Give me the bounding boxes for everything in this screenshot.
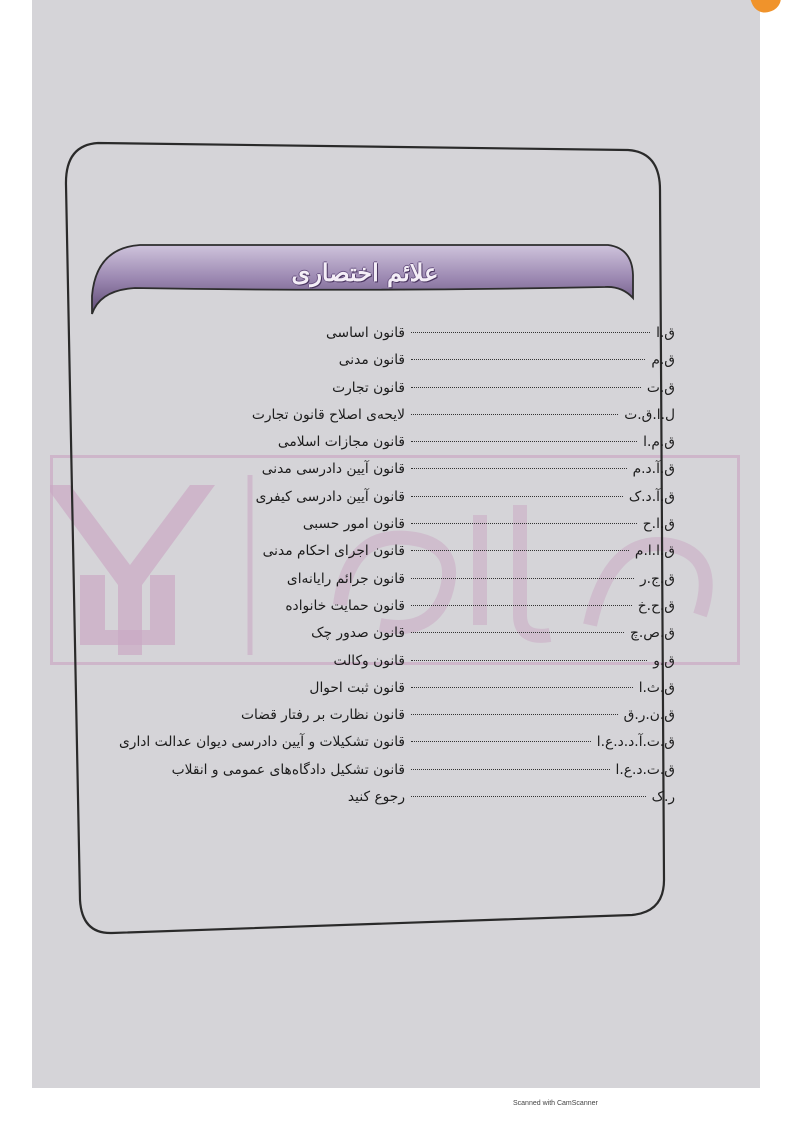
list-item [105, 539, 675, 566]
leader-dots [411, 332, 650, 333]
list-item [105, 703, 675, 730]
leader-dots [411, 496, 623, 497]
leader-dots [411, 550, 629, 551]
abbreviation: ق.ن.ر.ق [623, 707, 675, 724]
abbreviation-meaning: قانون آیین دادرسی مدنی [261, 461, 405, 478]
abbreviation-meaning: قانون امور حسبی [302, 516, 405, 533]
abbreviation: ق.ص.چ [629, 625, 675, 642]
abbreviation-meaning: قانون وکالت [333, 652, 405, 669]
abbreviation: ق.ج.ر [639, 570, 675, 587]
abbreviation-meaning: لایحه‌ی اصلاح قانون تجارت [251, 406, 405, 423]
page-title: علائم اختصاری [291, 258, 439, 287]
abbreviation-meaning: قانون جرائم رایانه‌ای [286, 570, 405, 587]
list-item [105, 676, 675, 703]
abbreviation: ق.آ.د.ک [628, 488, 675, 505]
list-item [105, 621, 675, 648]
leader-dots [411, 387, 641, 388]
leader-dots [411, 359, 645, 360]
abbreviation: ق.م.ا [643, 434, 675, 451]
abbreviation-meaning: قانون تشکیلات و آیین دادرسی دیوان عدالت اداری [118, 734, 405, 751]
abbreviation-meaning: قانون اساسی [326, 325, 405, 341]
list-item [105, 403, 675, 430]
abbreviation-meaning: قانون حمایت خانواده [285, 597, 405, 614]
leader-dots [411, 523, 637, 524]
leader-dots [411, 741, 591, 742]
list-item [105, 457, 675, 484]
list-item [105, 512, 675, 539]
abbreviation-meaning: قانون تجارت [332, 379, 405, 396]
abbreviation: ق.آ.د.م [632, 461, 675, 478]
abbreviation: ق.ح.خ [637, 597, 675, 614]
scanner-footer: Scanned with CamScanner [513, 1100, 598, 1107]
abbreviation-meaning: قانون صدور چک [311, 625, 405, 642]
abbreviation-meaning: قانون مدنی [338, 352, 405, 369]
list-item [105, 376, 675, 403]
abbreviation: ق.ث.ا [638, 679, 675, 696]
leader-dots [411, 687, 633, 688]
list-item [105, 485, 675, 512]
abbreviation-meaning: قانون ثبت احوال [309, 679, 405, 696]
abbreviation-meaning: قانون تشکیل دادگاه‌های عمومی و انقلاب [171, 761, 405, 778]
list-item [105, 649, 675, 676]
leader-dots [411, 468, 627, 469]
abbreviation: ق.ت.د.ع.ا [615, 761, 675, 778]
abbreviation-meaning: قانون اجرای احکام مدنی [262, 543, 405, 560]
leader-dots [411, 578, 634, 579]
leader-dots [411, 632, 624, 633]
leader-dots [411, 796, 646, 797]
abbreviation: ق.ا.ا.م [634, 543, 675, 560]
abbreviation: ر.ک [651, 789, 675, 806]
abbreviation: ق.ت [646, 379, 675, 396]
list-item [105, 758, 675, 785]
abbreviation-meaning: رجوع کنید [347, 789, 405, 806]
leader-dots [411, 714, 618, 715]
list-item [105, 348, 675, 375]
list-item [105, 321, 675, 348]
abbreviation: ق.ت.آ.د.د.ع.ا [596, 734, 675, 751]
leader-dots [411, 414, 618, 415]
abbreviation-meaning: قانون آیین دادرسی کیفری [255, 488, 405, 505]
abbreviation: ق.ا [656, 325, 675, 341]
list-item [105, 430, 675, 457]
list-item [105, 730, 675, 757]
abbreviation: ق.ا.ح [642, 516, 675, 533]
leader-dots [411, 605, 632, 606]
abbreviation-meaning: قانون مجازات اسلامی [277, 434, 405, 451]
leader-dots [411, 769, 610, 770]
abbreviation: ل.ا.ق.ت [624, 406, 675, 423]
list-item [105, 567, 675, 594]
leader-dots [411, 660, 647, 661]
abbreviation-list [105, 321, 675, 812]
abbreviation-meaning: قانون نظارت بر رفتار قضات [241, 707, 405, 724]
list-item [105, 594, 675, 621]
list-item [105, 785, 675, 812]
abbreviation: ق.و [653, 652, 675, 669]
abbreviation: ق.م [651, 352, 675, 369]
leader-dots [411, 441, 637, 442]
